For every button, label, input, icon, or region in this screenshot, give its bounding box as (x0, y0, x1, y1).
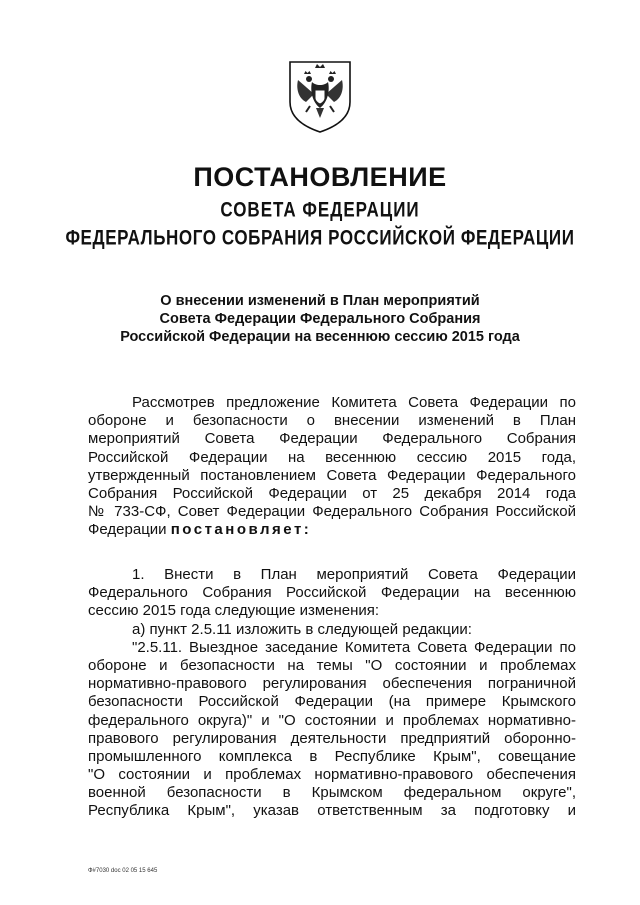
resolution-items (88, 566, 576, 821)
text-line: обороне и безопасности о внесении изменений в План (88, 412, 576, 430)
text-line: федерального округа)" и "О состоянии и проблемах нормативно- (88, 711, 576, 729)
text-fragment: Федерации (88, 521, 171, 539)
text-line: а) пункт 2.5.11 изложить в следующей редакции: (132, 620, 472, 638)
text-line: Рассмотрев предложение Комитета Совета Федерации по (132, 394, 576, 411)
text-line: обороне и безопасности на темы "О состоянии и проблемах (88, 656, 576, 674)
text-line: Российской Федерации на весеннюю сессию 2015 года, (88, 448, 576, 466)
text-line: Республика Крым", указав ответственным за подготовку и (88, 802, 576, 820)
text-line: правового регулирования деятельности предприятий оборонно- (88, 729, 576, 747)
text-line: 1. Внести в План мероприятий Совета Федерации (132, 566, 576, 583)
text-line: безопасности Российской Федерации (на примере Крымского (88, 693, 576, 711)
text-line: нормативно-правового регулирования обеспечения пограничной (88, 675, 576, 693)
coat-of-arms-icon (286, 58, 354, 134)
heading-line: Российской Федерации на весеннюю сессию 2015 года (120, 329, 520, 345)
text-line (88, 521, 576, 539)
text-line: утвержденный постановлением Совета Федерации Федерального (88, 466, 576, 484)
heading-line: Совета Федерации Федерального Собрания (159, 311, 481, 327)
resolution-heading (100, 292, 540, 346)
text-line: Федерального Собрания Российской Федерации на весеннюю (88, 584, 576, 602)
issuer-line-1: СОВЕТА ФЕДЕРАЦИИ (220, 197, 420, 222)
text-line: промышленного комплекса в Республике Крым", совещание (88, 747, 576, 765)
text-line: сессию 2015 года следующие изменения: (88, 602, 380, 620)
heading-line: О внесении изменений в План мероприятий (160, 293, 480, 309)
document-title: ПОСТАНОВЛЕНИЕ (193, 162, 447, 192)
text-line: "О состоянии и проблемах нормативно-правового обеспечения (88, 766, 576, 784)
resolves-word: постановляет: (170, 521, 312, 539)
document-code: Ф#7030 doc 02 05 15 645 (88, 868, 158, 874)
text-line: Собрания Российской Федерации от 25 декабря 2014 года (88, 484, 576, 502)
text-line: мероприятий Совета Федерации Федерального Собрания (88, 430, 576, 448)
preamble-paragraph (88, 394, 576, 540)
text-line: "2.5.11. Выездное заседание Комитета Совета Федерации по (132, 638, 576, 656)
text-line: военной безопасности в Крымском федеральном округе", (88, 784, 576, 802)
text-line: № 733-СФ, Совет Федерации Федерального Собрания Российской (88, 503, 576, 521)
issuer-line-2: ФЕДЕРАЛЬНОГО СОБРАНИЯ РОССИЙСКОЙ ФЕДЕРАЦИИ (65, 225, 575, 250)
